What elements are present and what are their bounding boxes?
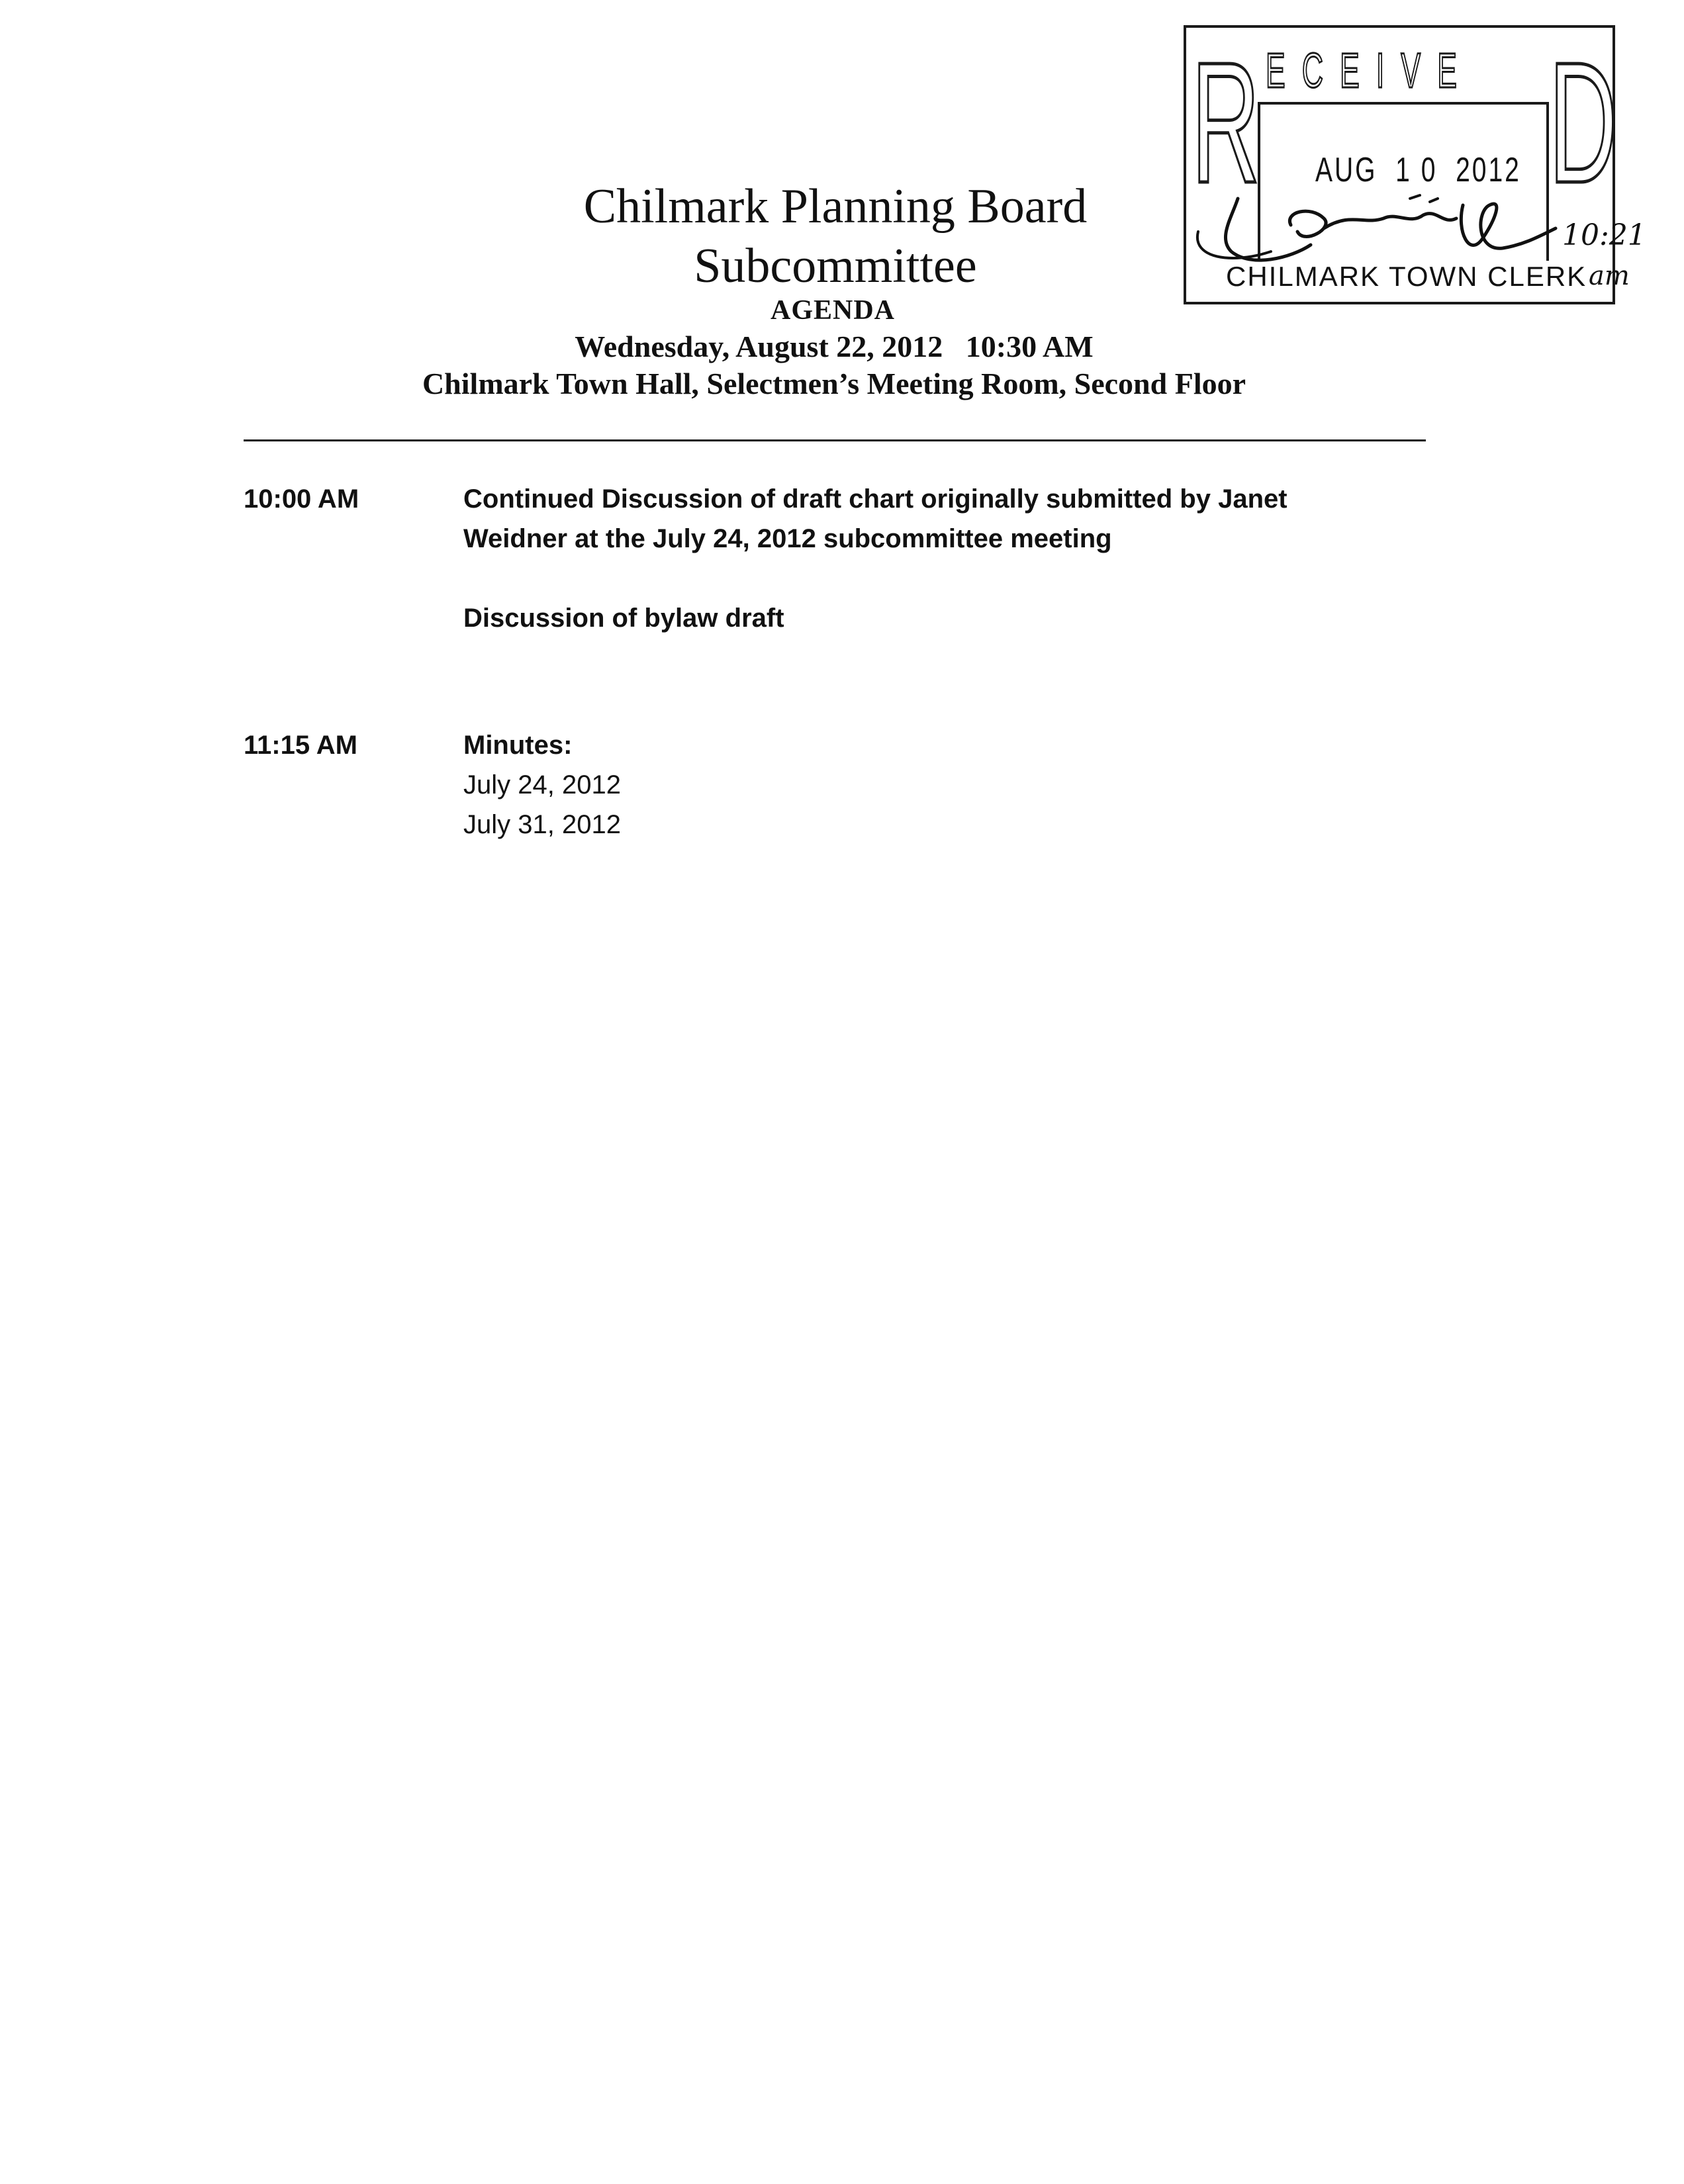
agenda-item-line: Continued Discussion of draft chart originally submitted by Janet <box>463 484 1287 514</box>
document-title: Chilmark Planning Board <box>583 179 1088 234</box>
agenda-item-line: Weidner at the July 24, 2012 subcommittee meeting <box>463 524 1112 553</box>
header-divider <box>244 439 1426 441</box>
agenda-item-subtopic: Discussion of bylaw draft <box>463 604 784 633</box>
minutes-heading: Minutes: <box>463 731 573 760</box>
stamp-date: AUG 1 0 2012 <box>1315 151 1521 189</box>
stamp-organization: CHILMARK TOWN CLERK <box>1226 261 1587 292</box>
agenda-label: AGENDA <box>770 295 895 326</box>
agenda-item-description <box>463 479 1456 559</box>
meeting-date-time: Wednesday, August 22, 2012 10:30 AM <box>575 330 1094 363</box>
handwritten-ampm: am <box>1589 261 1630 291</box>
meeting-location: Chilmark Town Hall, Selectmen’s Meeting Room, Second Floor <box>422 367 1246 400</box>
stamp-letter-d: D <box>1549 27 1618 219</box>
minutes-date: July 31, 2012 <box>463 810 621 839</box>
stamp-letter-r: R <box>1192 27 1260 219</box>
handwritten-signature <box>1192 179 1681 311</box>
stamp-underline <box>1184 302 1615 304</box>
handwritten-time: 10:21 <box>1562 218 1646 252</box>
agenda-item-time: 10:00 AM <box>244 484 359 514</box>
stamp-letters-eceive: ECEIVE <box>1266 43 1474 98</box>
document-subtitle: Subcommittee <box>694 239 977 293</box>
agenda-item-time: 11:15 AM <box>244 731 357 760</box>
minutes-date: July 24, 2012 <box>463 770 621 799</box>
